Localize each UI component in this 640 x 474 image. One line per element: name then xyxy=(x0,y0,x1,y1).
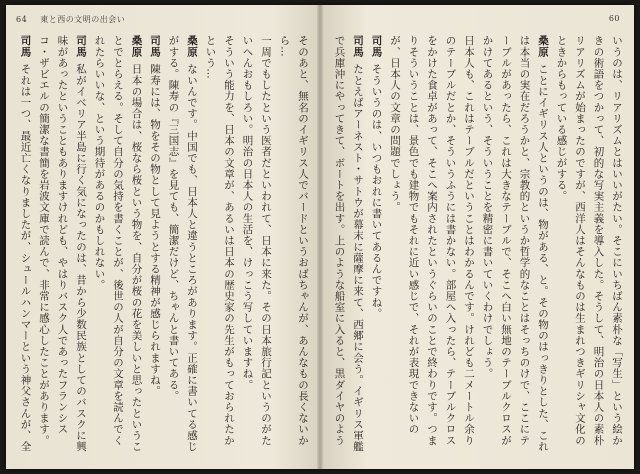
right-page-number: 60 xyxy=(608,14,620,23)
paragraph xyxy=(35,35,91,455)
paragraph-text: そのあと、無名のイギリス人でバードというおばちゃんが、あんなもの長くないから… xyxy=(278,35,309,446)
paragraph xyxy=(90,35,146,455)
speaker-name: 司馬 xyxy=(352,35,364,58)
paragraph xyxy=(146,35,165,455)
paragraph xyxy=(201,35,238,455)
book-gutter xyxy=(317,5,323,469)
speaker-name: 司馬 xyxy=(75,35,87,58)
right-page-header xyxy=(609,14,620,23)
paragraph xyxy=(478,35,552,455)
paragraph-text: 陳寿には、物をその物として見ようとする精神が感じられますね。 xyxy=(149,63,161,397)
speaker-name: 司馬 xyxy=(149,35,161,58)
paragraph xyxy=(275,35,312,455)
paragraph xyxy=(164,35,201,455)
left-page-number: 64 xyxy=(16,15,28,24)
left-page xyxy=(6,5,320,469)
paragraph-text: ことにイギリス人というのは、物がある、と。その物のはっきりとした、これは本当の実在だろうかと、宗教的というか哲学的なことはそっちのけで、ここにテーブルがあったら、これは大きなテーブルで、そこへ白い無地のテーブルクロスがかけてあるという、そういうことを精密に書いていくわけでしょう。 xyxy=(481,35,549,452)
paragraph xyxy=(238,35,275,455)
paragraph-text: 一周でもしたという医者だといわれて、日本に来た。その日本旅行記というのがたいへんおもしろい。明治の日本人の生活を、けっこう写していますね。 xyxy=(241,35,272,446)
book-spread xyxy=(6,5,634,469)
left-page-body xyxy=(16,35,312,455)
paragraph xyxy=(334,35,367,455)
paragraph xyxy=(552,35,626,455)
speaker-name: 桑原 xyxy=(537,35,549,58)
left-page-header xyxy=(16,14,125,25)
paragraph-text: ないんです。中国でも、日本人と違うところがあります。正確に書いてる感じがする。陳寿の『三国志』を見ても、簡潔だけど、ちゃんと書いてある。 xyxy=(167,35,198,452)
paragraph xyxy=(386,35,479,455)
speaker-name: 桑原 xyxy=(186,35,198,58)
paragraph xyxy=(16,35,35,455)
speaker-name: 司馬 xyxy=(370,35,383,58)
speaker-name: 司馬 xyxy=(19,35,32,58)
paragraph-text: そういうのは、いつもおれに書いてあるんですね。 xyxy=(370,63,383,319)
right-page xyxy=(320,5,634,469)
paragraph-text: たとえばアーネスト・サトウが幕末に薩摩に来て、西郷に会う。イギリス軍艦で兵庫沖にやってきて、ボートを出す。上のような船室に入ると、黒ダイヤのよう xyxy=(334,35,364,452)
paragraph-text: 日本の場合は、桜なら桜という物を、自分が桜の花を美しいと思ったということでとらえる。そして自分の気持を書くことが、後世の人が自分の文章を読んでくれたらいいな、という期待があるのかもしれない。 xyxy=(93,35,143,452)
paragraph xyxy=(367,35,386,455)
paragraph-text: 日本人も、これはテーブルだということはわかるんです。けれども二メートル余りのテーブルだとか、そういうふうには書かない。部屋へ入ったら、テーブルクロスをかけた食卓があって、そこへ案内されたというぐらいのことで終わりです。つまりそういうことは、景色でも建物でもそれに近い感じで、それが表現できないのが、日本人の文章の問題でしょう。 xyxy=(389,35,475,446)
running-title: 東と西の文明の出会い xyxy=(40,15,126,24)
paragraph-text: それは一つ、最近亡くなりましたが、シュールハンマーという神父さんが、全 xyxy=(19,63,32,452)
paragraph-text: 私がイベリア半島に行く気になったのは、昔から少数民族としてのバスクに興味があったということもありますけれども、やはりバスク人であったフランシスコ・ザビエルの簡潔な書簡を岩波文庫で読んで、非常に感心したことがあります。 xyxy=(38,35,87,452)
right-page-body xyxy=(334,35,626,455)
paragraph-text: いうのは、リアリズムとはいいがたい。そこにいちばん素朴な「写生」という絵かきの術語をつかって、初的な写実主義を導入した。そうして、明治の日本人の素朴リアリズムが始まったのですが、西洋人はそんなものは生まれつきギリシャ文化のときからもっている感じがする。 xyxy=(555,35,623,446)
paragraph-text: そういう能力を、日本の文章が、あるいは日本の歴史家の先生がもっておられたかという… xyxy=(204,35,235,446)
speaker-name: 桑原 xyxy=(130,35,143,58)
